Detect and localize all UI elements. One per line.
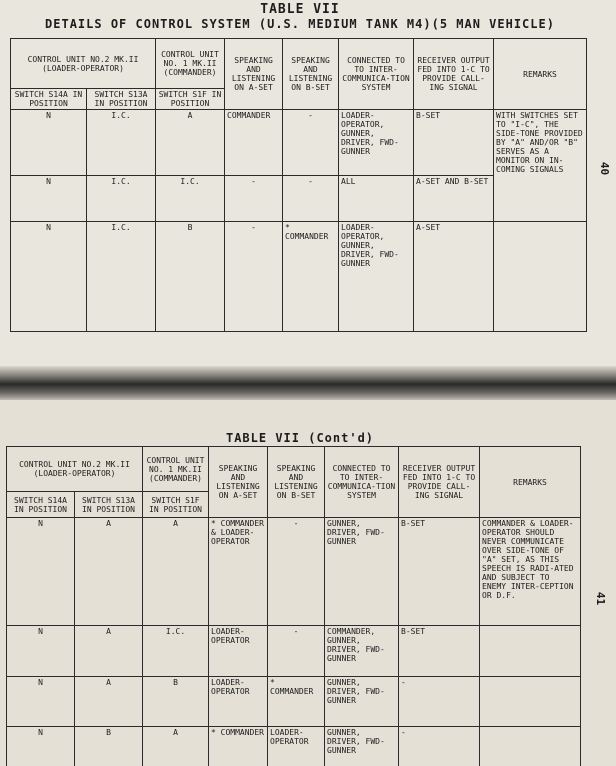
cell-receiver: A-SET AND B-SET [414,176,494,222]
header-receiver: RECEIVER OUTPUT FED INTO 1-C TO PROVIDE CALL-ING SIGNAL [414,39,494,110]
cell-switch-s1f: I.C. [143,626,209,677]
cell-speaking-a: LOADER-OPERATOR [209,677,268,727]
page-number: 40 [598,161,612,176]
cell-switch-s13a: A [75,626,143,677]
cell-speaking-b: - [268,626,325,677]
cell-connected: LOADER-OPERATOR, GUNNER, DRIVER, FWD-GUNNER [339,222,414,332]
table-row [11,110,587,176]
cell-switch-s14a: N [7,518,75,626]
cell-switch-s13a: B [75,727,143,766]
header-switch-s14a: SWITCH S14A IN POSITION [11,89,87,110]
header-switch-s1f: SWITCH S1F IN POSITION [143,492,209,518]
page-40 [0,0,616,368]
cell-connected: ALL [339,176,414,222]
cell-remarks: WITH SWITCHES SET TO "I-C", THE SIDE-TONE PROVIDED BY "A" AND/OR "B" SERVES AS A MONITOR ON IN-COMING SIGNALS [494,110,587,222]
cell-speaking-a: LOADER-OPERATOR [209,626,268,677]
header-remarks: REMARKS [480,447,581,518]
cell-switch-s13a: I.C. [87,222,156,332]
table-row [7,677,581,727]
cell-switch-s13a: A [75,677,143,727]
header-connected: CONNECTED TO TO INTER-COMMUNICA-TION SYSTEM [339,39,414,110]
cell-speaking-b: - [283,110,339,176]
cell-switch-s14a: N [11,222,87,332]
cell-switch-s14a: N [7,727,75,766]
page-number: 41 [594,591,608,606]
cell-connected: COMMANDER, GUNNER, DRIVER, FWD-GUNNER [325,626,399,677]
cell-switch-s14a: N [11,110,87,176]
cell-switch-s14a: N [7,626,75,677]
header-control-unit-1: CONTROL UNIT NO. 1 MK.II (COMMANDER) [156,39,225,89]
cell-receiver: A-SET [414,222,494,332]
cell-speaking-b: - [268,518,325,626]
cell-remarks [480,677,581,727]
control-system-table [10,38,587,332]
cell-switch-s14a: N [11,176,87,222]
cell-switch-s1f: A [143,727,209,766]
header-speaking-b-set: SPEAKING AND LISTENING ON B-SET [283,39,339,110]
cell-switch-s1f: A [143,518,209,626]
cell-speaking-a: * COMMANDER [209,727,268,766]
cell-connected: GUNNER, DRIVER, FWD-GUNNER [325,518,399,626]
control-system-table-continued [6,446,581,766]
cell-speaking-a: COMMANDER [225,110,283,176]
header-receiver: RECEIVER OUTPUT FED INTO 1-C TO PROVIDE CALL-ING SIGNAL [399,447,480,518]
cell-receiver: B-SET [399,518,480,626]
cell-switch-s1f: B [143,677,209,727]
page-41 [0,400,616,766]
cell-receiver: B-SET [399,626,480,677]
table-row [7,518,581,626]
header-remarks: REMARKS [494,39,587,110]
cell-switch-s13a: I.C. [87,176,156,222]
cell-remarks [480,626,581,677]
book-gutter [0,366,616,402]
header-connected: CONNECTED TO TO INTER-COMMUNICA-TION SYSTEM [325,447,399,518]
cell-remarks: COMMANDER & LOADER-OPERATOR SHOULD NEVER COMMUNICATE OVER SIDE-TONE OF "A" SET, AS THIS SPEECH IS RADI-ATED AND SUBJECT TO ENEMY INTER-CEPTION OR D.F. [480,518,581,626]
cell-receiver: - [399,727,480,766]
table-row [7,727,581,766]
cell-speaking-b: * COMMANDER [283,222,339,332]
cell-speaking-b: LOADER-OPERATOR [268,727,325,766]
header-control-unit-2: CONTROL UNIT NO.2 MK.II (LOADER-OPERATOR) [7,447,143,492]
header-control-unit-2: CONTROL UNIT NO.2 MK.II (LOADER-OPERATOR) [11,39,156,89]
header-control-unit-1: CONTROL UNIT NO. 1 MK.II (COMMANDER) [143,447,209,492]
cell-switch-s13a: I.C. [87,110,156,176]
cell-switch-s1f: A [156,110,225,176]
cell-remarks [494,222,587,332]
header-speaking-a-set: SPEAKING AND LISTENING ON A-SET [225,39,283,110]
cell-switch-s13a: A [75,518,143,626]
cell-connected: GUNNER, DRIVER, FWD-GUNNER [325,677,399,727]
table-title: TABLE VII [260,2,340,17]
header-switch-s13a: SWITCH S13A IN POSITION [75,492,143,518]
cell-speaking-a: - [225,222,283,332]
cell-speaking-b: * COMMANDER [268,677,325,727]
cell-receiver: - [399,677,480,727]
table-row [7,626,581,677]
header-switch-s13a: SWITCH S13A IN POSITION [87,89,156,110]
table-title: TABLE VII (Cont'd) [225,431,375,445]
cell-switch-s14a: N [7,677,75,727]
header-speaking-b-set: SPEAKING AND LISTENING ON B-SET [268,447,325,518]
header-switch-s14a: SWITCH S14A IN POSITION [7,492,75,518]
cell-switch-s1f: I.C. [156,176,225,222]
table-subtitle: DETAILS OF CONTROL SYSTEM (U.S. MEDIUM TANK M4)(5 MAN VEHICLE) [45,17,555,31]
cell-connected: GUNNER, DRIVER, FWD-GUNNER [325,727,399,766]
header-speaking-a-set: SPEAKING AND LISTENING ON A-SET [209,447,268,518]
cell-remarks [480,727,581,766]
cell-connected: LOADER-OPERATOR, GUNNER, DRIVER, FWD-GUNNER [339,110,414,176]
cell-receiver: B-SET [414,110,494,176]
cell-speaking-b: - [283,176,339,222]
header-switch-s1f: SWITCH S1F IN POSITION [156,89,225,110]
cell-switch-s1f: B [156,222,225,332]
table-row [11,222,587,332]
cell-speaking-a: - [225,176,283,222]
cell-speaking-a: * COMMANDER & LOADER-OPERATOR [209,518,268,626]
